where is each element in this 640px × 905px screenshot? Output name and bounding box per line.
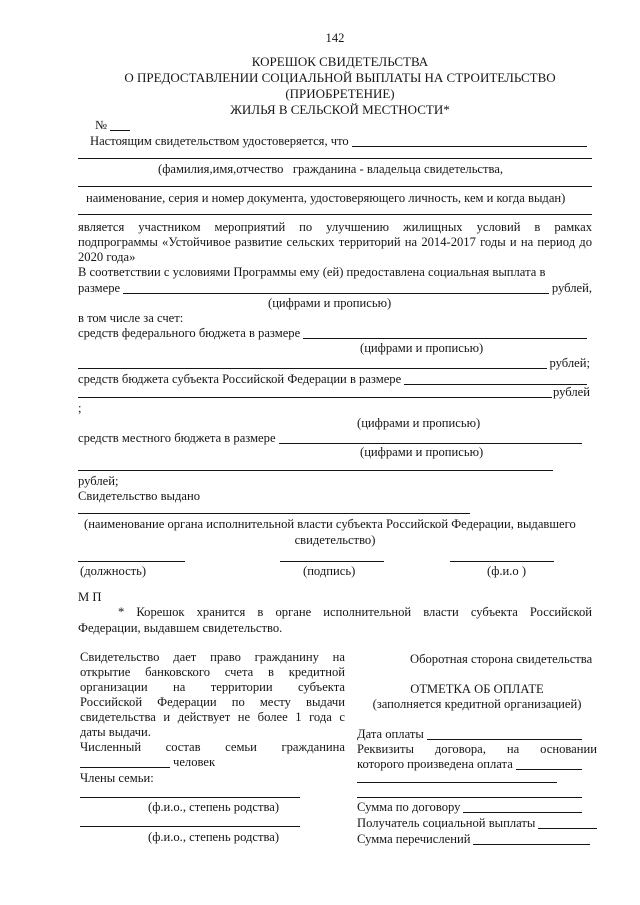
position-line <box>78 561 185 562</box>
regional-unit: рублей <box>553 385 590 399</box>
certificate-number-blank <box>110 118 130 131</box>
recipient-label: Получатель социальной выплаты <box>357 816 536 830</box>
participant-line-3: 2020 года» <box>78 250 136 264</box>
regional-amount-blank <box>404 372 587 385</box>
amount-row <box>78 281 592 296</box>
holder-line-2 <box>78 186 592 187</box>
number-label: № <box>95 118 108 132</box>
contract-sum-row <box>357 800 585 815</box>
holder-hint-line-2: наименование, серия и номер документа, удостоверяющего личность, кем и когда выдан) <box>86 191 566 205</box>
participant-line-1: является участником мероприятий по улучшению жилищных условий в рамках <box>78 220 592 234</box>
federal-label: средств федерального бюджета в размере <box>78 326 301 340</box>
certificate-number-row <box>95 118 133 133</box>
federal-unit-row <box>78 356 590 371</box>
recipient-row <box>357 816 597 831</box>
local-unit: рублей; <box>78 474 119 488</box>
recipient-blank <box>538 816 597 829</box>
reverse-side-label: Оборотная сторона свидетельства <box>410 652 593 666</box>
participant-line-2: подпрограммы «Устойчивое развитие сельских территорий на 2014-2017 годы и на период до <box>78 235 592 249</box>
including-text: в том числе за счет: <box>78 311 184 325</box>
title-line-4: ЖИЛЬЯ В СЕЛЬСКОЙ МЕСТНОСТИ* <box>230 102 450 117</box>
federal-amount-words-blank <box>78 356 547 369</box>
member-line <box>80 797 300 798</box>
rights-line: даты выдачи. <box>80 725 151 739</box>
footnote-line-2: Федерации, выдавшем свидетельство. <box>78 621 283 635</box>
holder-line-1 <box>78 158 592 159</box>
position-hint: (должность) <box>80 564 147 578</box>
issuer-hint-line-1: (наименование органа исполнительной власти субъекта Российской Федерации, выдавшего <box>84 517 576 531</box>
payment-date-blank <box>427 727 582 740</box>
certify-row <box>90 134 590 149</box>
rights-line: Свидетельство дает право гражданину на <box>80 650 345 664</box>
regional-end: ; <box>78 401 82 415</box>
name-hint: (ф.и.о ) <box>487 564 527 578</box>
issuer-line <box>78 513 470 514</box>
holder-hint-line-1: (фамилия,имя,отчество гражданина - владельца свидетельства, <box>158 162 504 176</box>
federal-hint: (цифрами и прописью) <box>360 341 484 355</box>
signature-hint: (подпись) <box>303 564 356 578</box>
amount-unit: рублей, <box>551 281 592 295</box>
local-amount-words-line <box>78 470 553 471</box>
transfer-sum-blank <box>473 832 590 845</box>
holder-name-blank <box>352 134 587 147</box>
footnote-line-1: * Корешок хранится в органе исполнительной власти субъекта Российской <box>118 605 592 619</box>
title-line-3: (ПРИОБРЕТЕНИЕ) <box>285 86 395 101</box>
transfer-sum-label: Сумма перечислений <box>357 832 471 846</box>
family-size-label: Численный состав семьи гражданина <box>80 740 345 754</box>
payment-mark-hint: (заполняется кредитной организацией) <box>372 697 582 711</box>
regional-unit-row <box>78 385 590 400</box>
transfer-sum-row <box>357 832 590 847</box>
family-size-row <box>80 755 215 770</box>
family-size-unit: человек <box>173 755 216 769</box>
contract-details-line <box>357 797 582 798</box>
federal-amount-blank <box>303 326 587 339</box>
conditions-text: В соответствии с условиями Программы ему (ей) предоставлена социальная выплата в <box>78 265 546 279</box>
page-number: 142 <box>325 31 345 45</box>
regional-hint: (цифрами и прописью) <box>357 416 481 430</box>
regional-amount-words-blank <box>78 385 552 398</box>
contract-sum-blank <box>463 800 582 813</box>
payment-mark-title: ОТМЕТКА ОБ ОПЛАТЕ <box>410 682 544 696</box>
title-line-2: О ПРЕДОСТАВЛЕНИИ СОЦИАЛЬНОЙ ВЫПЛАТЫ НА СТРОИТЕЛЬСТВО <box>124 70 556 85</box>
regional-label: средств бюджета субъекта Российской Федерации в размере <box>78 372 402 386</box>
family-size-blank <box>80 755 170 768</box>
signature-line <box>280 561 384 562</box>
member-line <box>80 826 300 827</box>
local-hint: (цифрами и прописью) <box>360 445 484 459</box>
name-line <box>450 561 554 562</box>
amount-label: размере <box>78 281 121 295</box>
member-hint: (ф.и.о., степень родства) <box>148 800 280 814</box>
local-label: средств местного бюджета в размере <box>78 431 276 445</box>
issued-label: Свидетельство выдано <box>78 489 201 503</box>
amount-blank <box>123 281 549 294</box>
local-amount-blank <box>279 431 582 444</box>
rights-line: открытие банковского счета в кредитной <box>80 665 345 679</box>
rights-line: Российской Федерации по месту выдачи <box>80 695 345 709</box>
contract-details-blank <box>516 757 582 770</box>
federal-unit: рублей; <box>549 356 590 370</box>
contract-sum-label: Сумма по договору <box>357 800 461 814</box>
contract-details-line <box>357 782 557 783</box>
contract-details-row <box>357 757 585 772</box>
member-hint: (ф.и.о., степень родства) <box>148 830 280 844</box>
rights-line: свидетельства и действует не более 1 года с <box>80 710 345 724</box>
contract-details-line-2: которого произведена оплата <box>357 757 513 771</box>
federal-row <box>78 326 590 341</box>
local-row <box>78 431 585 446</box>
stamp-mark: М П <box>78 590 102 604</box>
issuer-hint-line-2: свидетельство) <box>294 533 376 547</box>
certify-text: Настоящим свидетельством удостоверяется, что <box>90 134 349 148</box>
payment-date-label: Дата оплаты <box>357 727 424 741</box>
payment-date-row <box>357 727 585 742</box>
amount-hint: (цифрами и прописью) <box>268 296 392 310</box>
contract-details-line-1: Реквизиты договора, на основании <box>357 742 597 756</box>
holder-line-3 <box>78 214 592 215</box>
members-label: Члены семьи: <box>80 771 154 785</box>
title-line-1: КОРЕШОК СВИДЕТЕЛЬСТВА <box>251 54 429 69</box>
rights-line: организации на территории субъекта <box>80 680 345 694</box>
